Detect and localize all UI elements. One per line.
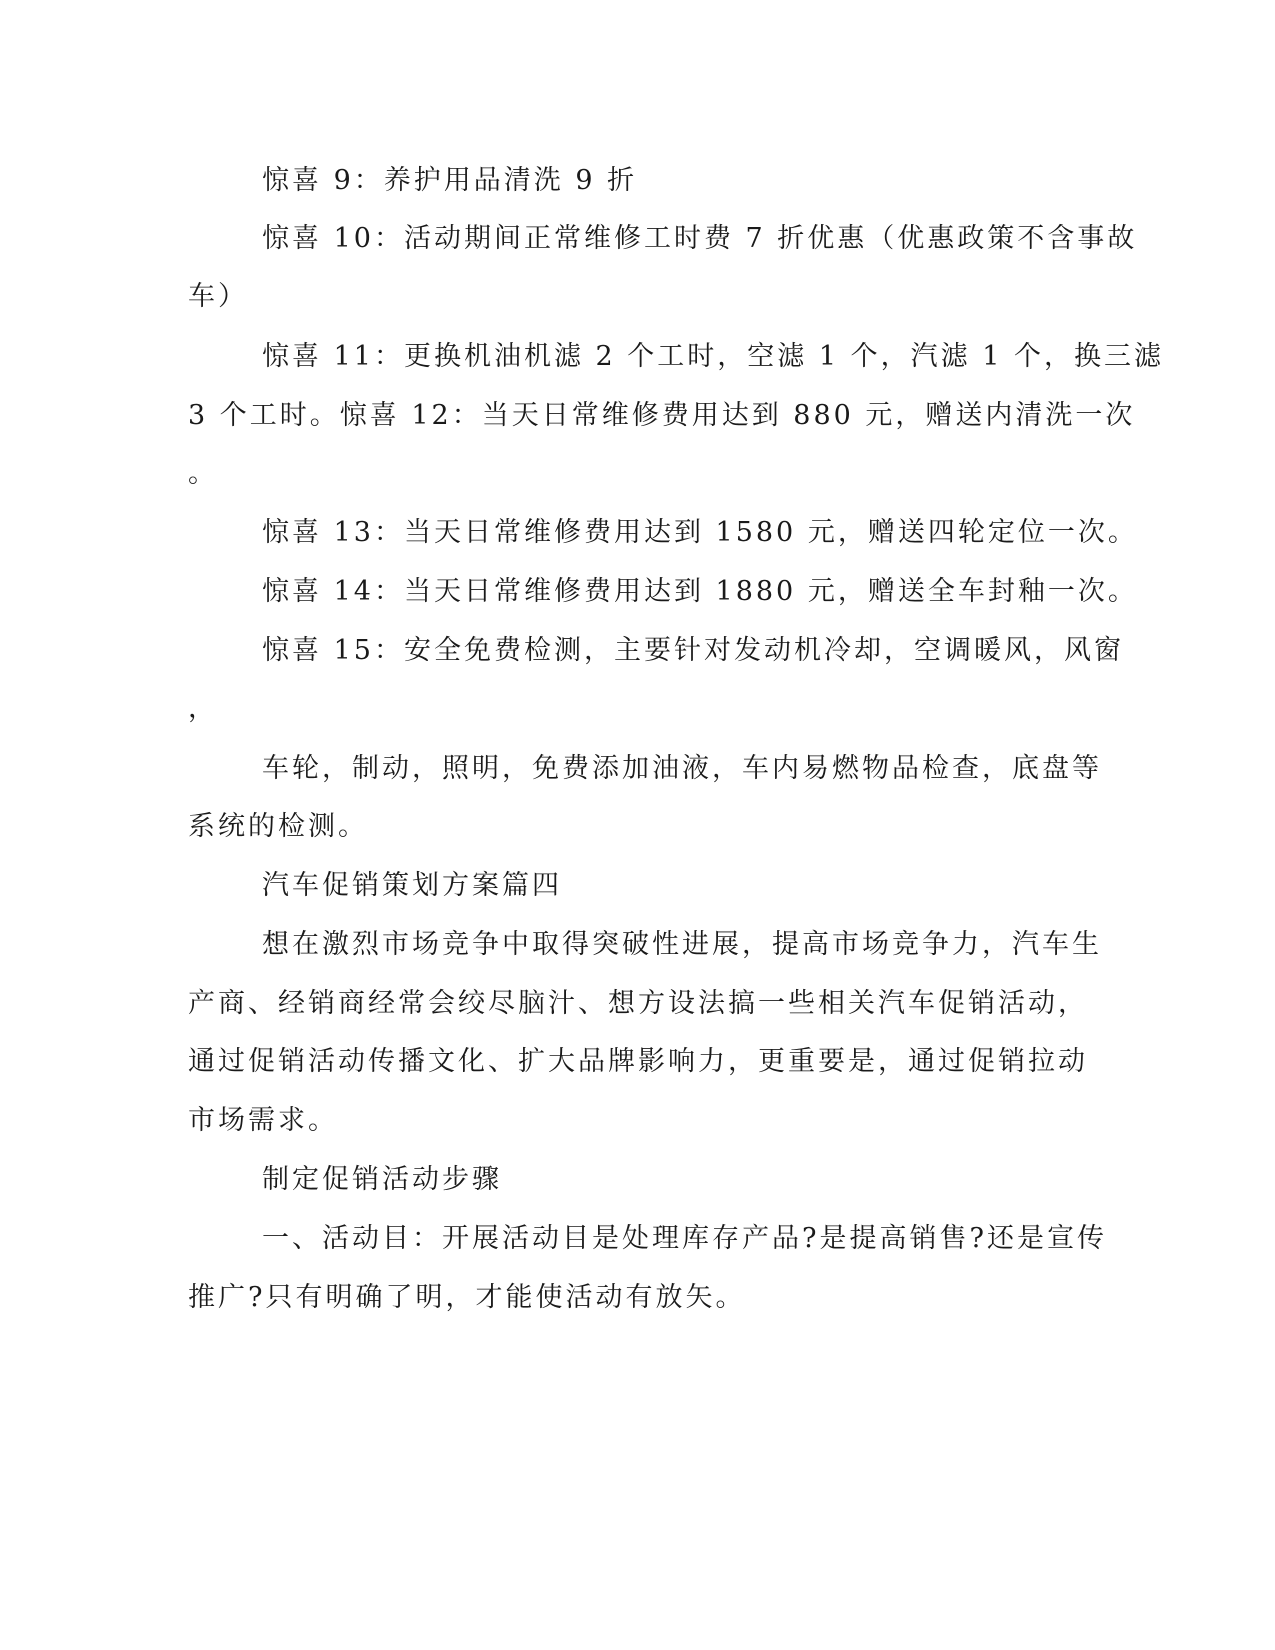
text-line: 惊喜 11：更换机油机滤 2 个工时，空滤 1 个，汽滤 1 个，换三滤 (262, 341, 1164, 372)
text-line: 车轮，制动，照明，免费添加油液，车内易燃物品检查，底盘等 (262, 753, 1102, 784)
text-line: 通过促销活动传播文化、扩大品牌影响力，更重要是，通过促销拉动 (188, 1046, 1088, 1077)
text-line: 系统的检测。 (188, 811, 368, 842)
text-line: 一、活动目：开展活动目是处理库存产品?是提高销售?还是宣传 (262, 1223, 1107, 1254)
text-line: 惊喜 10：活动期间正常维修工时费 7 折优惠（优惠政策不含事故 (262, 223, 1138, 254)
text-line: 。 (188, 458, 218, 489)
text-line: 车） (188, 281, 248, 312)
text-line: 推广?只有明确了明，才能使活动有放矢。 (188, 1282, 746, 1313)
text-line: 惊喜 14：当天日常维修费用达到 1880 元，赠送全车封釉一次。 (262, 576, 1138, 607)
text-line: 产商、经销商经常会绞尽脑汁、想方设法搞一些相关汽车促销活动， (188, 988, 1088, 1019)
section-heading: 制定促销活动步骤 (262, 1164, 502, 1195)
text-line: 惊喜 9：养护用品清洗 9 折 (262, 165, 638, 196)
text-line: ， (188, 693, 218, 724)
section-heading: 汽车促销策划方案篇四 (262, 870, 562, 901)
text-line: 想在激烈市场竞争中取得突破性进展，提高市场竞争力，汽车生 (262, 929, 1102, 960)
text-line: 3 个工时。惊喜 12：当天日常维修费用达到 880 元，赠送内清洗一次 (188, 400, 1136, 431)
text-line: 惊喜 13：当天日常维修费用达到 1580 元，赠送四轮定位一次。 (262, 517, 1138, 548)
text-line: 市场需求。 (188, 1105, 338, 1136)
text-line: 惊喜 15：安全免费检测，主要针对发动机冷却，空调暖风，风窗 (262, 635, 1124, 666)
